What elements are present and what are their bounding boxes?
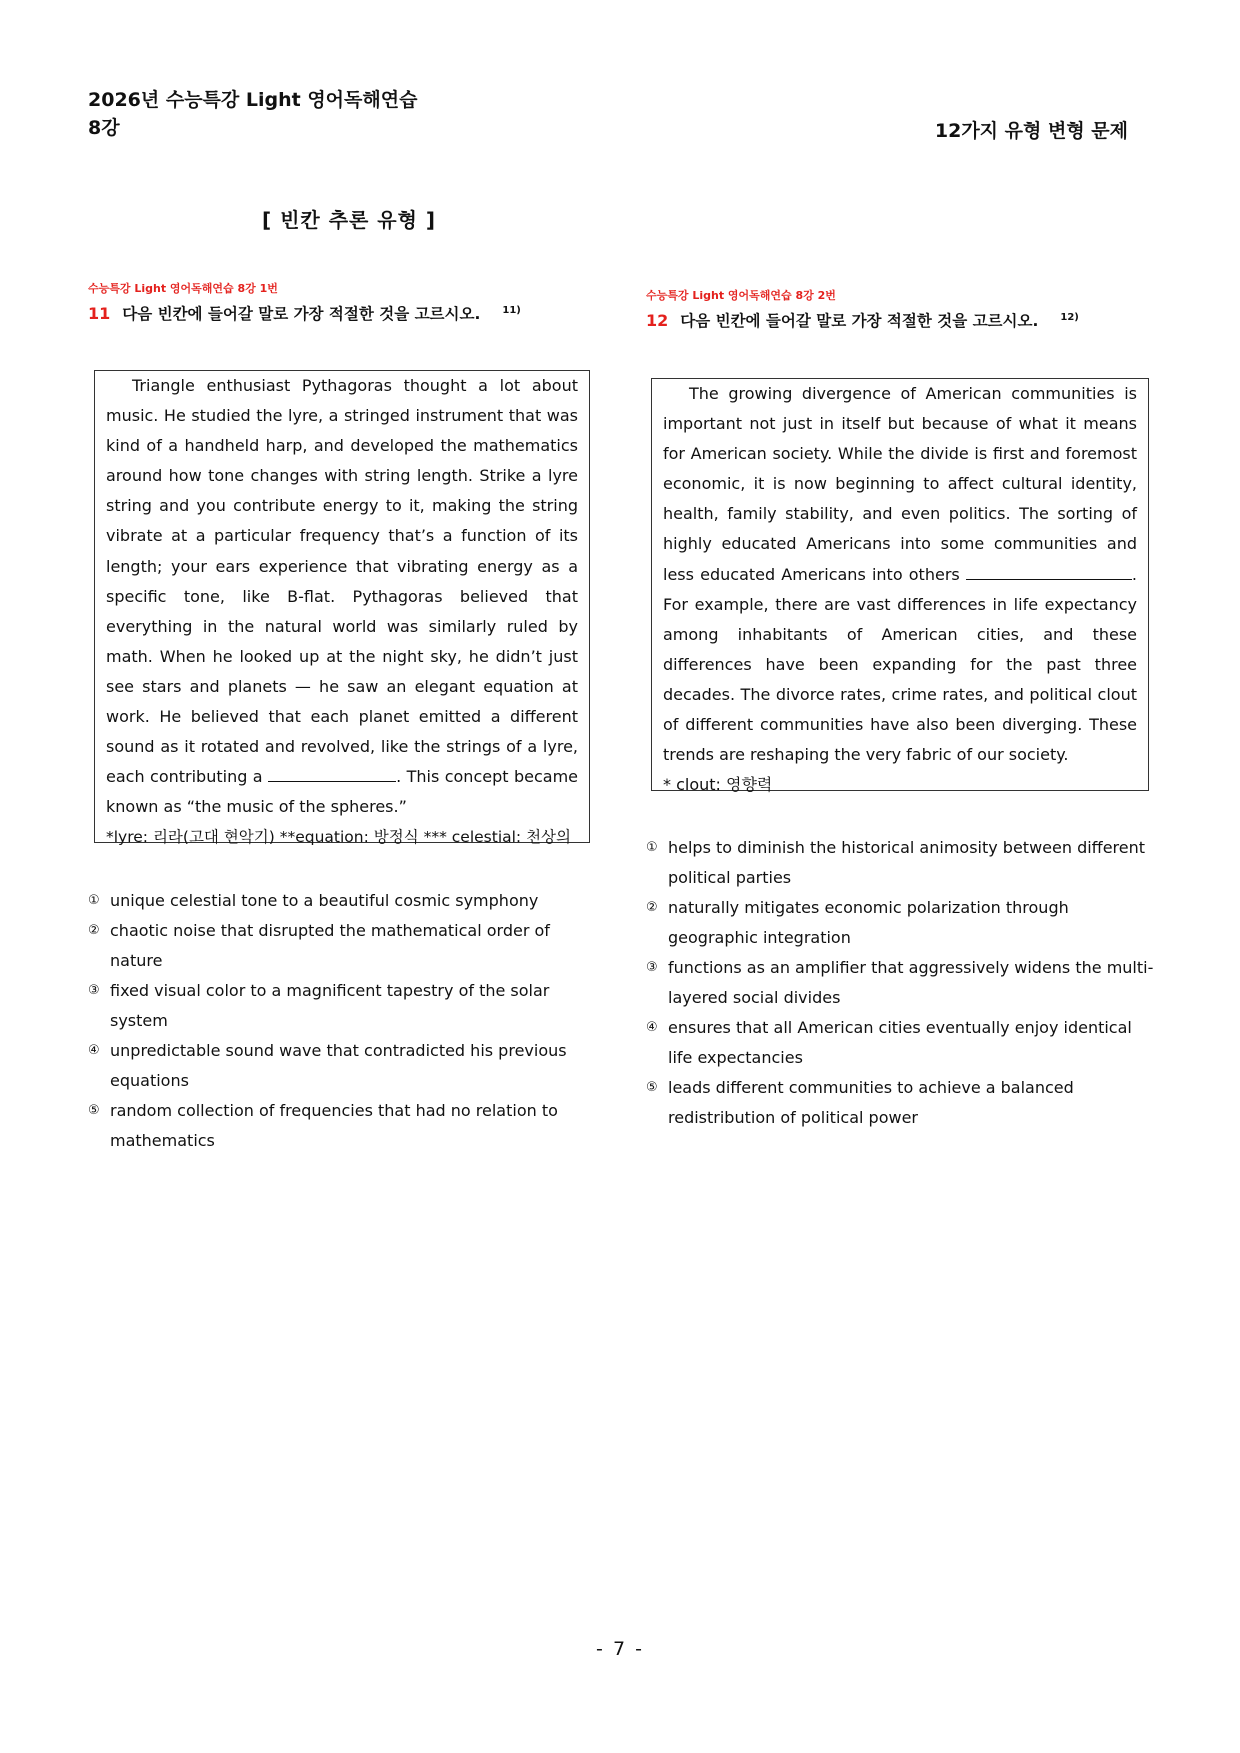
- choice-4[interactable]: [88, 1036, 576, 1096]
- choice-text: naturally mitigates economic polarization through geographic integration: [668, 898, 1069, 947]
- question-prompt: 다음 빈칸에 들어갈 말로 가장 적절한 것을 고르시오.: [122, 305, 481, 323]
- vocabulary-note: * clout: 영향력: [663, 775, 773, 795]
- choice-text: leads different communities to achieve a balanced redistribution of political power: [668, 1078, 1074, 1127]
- question-prompt: 다음 빈칸에 들어갈 말로 가장 적절한 것을 고르시오.: [680, 312, 1039, 330]
- question-number: 12: [646, 311, 669, 330]
- choice-text: unique celestial tone to a beautiful cosmic symphony: [110, 891, 539, 910]
- header-title-line2: 8강: [88, 117, 120, 139]
- answer-choices: [646, 833, 1156, 1133]
- choice-1[interactable]: [88, 886, 576, 916]
- passage-box: [651, 378, 1149, 795]
- choice-4[interactable]: [646, 1013, 1156, 1073]
- choice-text: fixed visual color to a magnificent tapestry of the solar system: [110, 981, 550, 1030]
- choice-number: ④: [646, 1020, 658, 1035]
- choice-number: ②: [88, 923, 100, 938]
- footnote-ref: 12): [1060, 311, 1079, 323]
- choice-5[interactable]: [88, 1096, 576, 1156]
- choice-2[interactable]: [88, 916, 576, 976]
- choice-text: random collection of frequencies that had no relation to mathematics: [110, 1101, 558, 1150]
- passage-text-continued: . This concept became known as “the music of the spheres.”: [106, 767, 578, 817]
- passage-box: [94, 370, 590, 847]
- passage-text: The growing divergence of American communities is important not just in itself but because of what it means for American society. While the divide is first and foremost economic, it is now beginning to affect cultural identity, health, family stability, and even politics. The sorting of highly educated Americans into some communities and less educated Americans into others: [663, 384, 1137, 584]
- question-source: 수능특강 Light 영어독해연습 8강 2번: [646, 289, 836, 302]
- choice-number: ④: [88, 1043, 100, 1058]
- answer-blank: [966, 561, 1132, 580]
- question-source: 수능특강 Light 영어독해연습 8강 1번: [88, 282, 278, 295]
- footnote-ref: 11): [502, 304, 521, 316]
- choice-number: ⑤: [88, 1103, 100, 1118]
- choice-number: ③: [646, 960, 658, 975]
- choice-text: unpredictable sound wave that contradicted his previous equations: [110, 1041, 567, 1090]
- question-prompt-line: [88, 302, 521, 324]
- choice-5[interactable]: [646, 1073, 1156, 1133]
- passage-text-continued: . For example, there are vast differences in life expectancy among inhabitants of American cities, and these differences have been expanding for the past three decades. The divorce rates, crime rates, and political clout of different communities have also been diverging. These trends are reshaping the very fabric of our society.: [663, 564, 1137, 765]
- question-prompt-line: [646, 309, 1079, 331]
- choice-3[interactable]: [88, 976, 576, 1036]
- section-title: [ 빈칸 추론 유형 ]: [262, 208, 437, 232]
- page-number: - 7 -: [596, 1638, 644, 1660]
- answer-choices: [88, 886, 576, 1156]
- header-title-line1: 2026년 수능특강 Light 영어독해연습: [88, 89, 418, 111]
- passage-text: Triangle enthusiast Pythagoras thought a lot about music. He studied the lyre, a stringed instrument that was kind of a handheld harp, and developed the mathematics around how tone changes with string length. Strike a lyre string and you contribute energy to it, making the string vibrate at a particular frequency that’s a function of its length; your ears experience that vibrating energy as a specific tone, like B-flat. Pythagoras believed that everything in the natural world was similarly ruled by math. When he looked up at the night sky, he didn’t just see stars and planets — he saw an elegant equation at work. He believed that each planet emitted a different sound as it rotated and revolved, like the strings of a lyre, each contributing a: [106, 376, 578, 787]
- choice-number: ⑤: [646, 1080, 658, 1095]
- choice-2[interactable]: [646, 893, 1156, 953]
- choice-text: ensures that all American cities eventually enjoy identical life expectancies: [668, 1018, 1132, 1067]
- vocabulary-note: *lyre: 리라(고대 현악기) **equation: 방정식 *** celestial: 천상의: [106, 828, 571, 847]
- choice-number: ①: [646, 840, 658, 855]
- choice-text: chaotic noise that disrupted the mathematical order of nature: [110, 921, 550, 970]
- header-right-label: 12가지 유형 변형 문제: [934, 120, 1128, 142]
- choice-number: ③: [88, 983, 100, 998]
- answer-blank: [268, 763, 396, 782]
- choice-number: ②: [646, 900, 658, 915]
- choice-number: ①: [88, 893, 100, 908]
- choice-text: helps to diminish the historical animosity between different political parties: [668, 838, 1146, 887]
- question-number: 11: [88, 304, 111, 323]
- choice-3[interactable]: [646, 953, 1156, 1013]
- document-header: [88, 86, 417, 142]
- choice-1[interactable]: [646, 833, 1156, 893]
- choice-text: functions as an amplifier that aggressively widens the multi-layered social divides: [668, 958, 1154, 1007]
